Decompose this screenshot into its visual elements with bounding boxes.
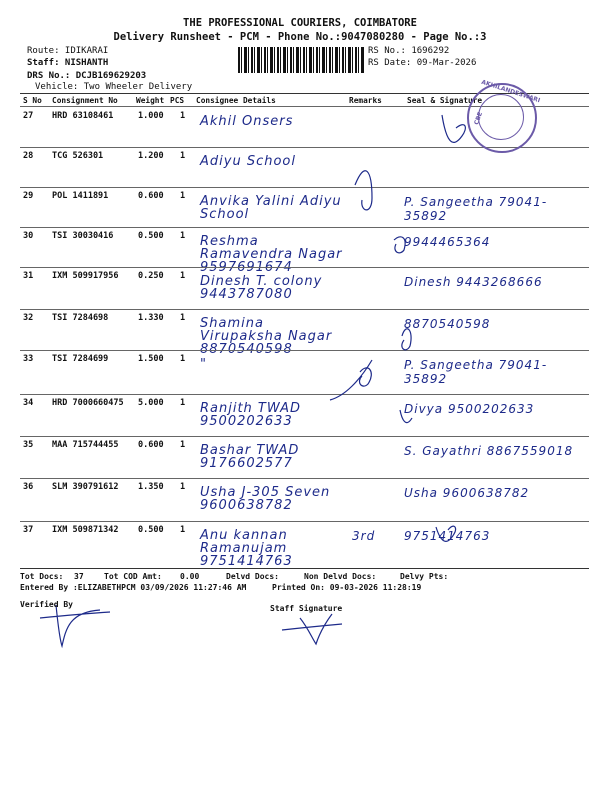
cell-sno: 35 bbox=[23, 440, 34, 450]
cell-pcs: 1 bbox=[180, 313, 186, 323]
row-divider bbox=[20, 187, 589, 188]
cell-consignee-details: Reshma Ramavendra Nagar 9597691674 bbox=[200, 234, 343, 275]
cell-sno: 30 bbox=[23, 231, 34, 241]
col-consignment: Consignment No bbox=[52, 96, 118, 105]
cell-pcs: 1 bbox=[180, 151, 186, 161]
cell-consignment: TSI 7284698 bbox=[52, 313, 109, 323]
cell-signature: Divya 9500202633 bbox=[404, 402, 535, 416]
printed-on: Printed On: 09-03-2026 11:28:19 bbox=[272, 583, 422, 592]
cell-consignment: IXM 509871342 bbox=[52, 525, 119, 535]
cell-weight: 5.000 bbox=[138, 398, 164, 408]
entered-by: Entered By :ELIZABETHPCM 03/09/2026 11:27:46 AM bbox=[20, 583, 247, 592]
cell-weight: 0.600 bbox=[138, 191, 164, 201]
cell-weight: 0.600 bbox=[138, 440, 164, 450]
staff-signature-mark bbox=[282, 614, 342, 644]
cell-sno: 37 bbox=[23, 525, 34, 535]
cell-pcs: 1 bbox=[180, 111, 186, 121]
staff-label: Staff: NISHANTH bbox=[27, 58, 109, 68]
cell-consignee-details: Anvika Yalini Adiyu School bbox=[200, 194, 342, 222]
rs-date: RS Date: 09-Mar-2026 bbox=[368, 58, 477, 68]
cell-consignee-details: Shamina Virupaksha Nagar 8870540598 bbox=[200, 316, 333, 357]
cell-signature: Dinesh 9443268666 bbox=[404, 275, 543, 289]
row-divider bbox=[20, 478, 589, 479]
cell-sno: 27 bbox=[23, 111, 34, 121]
vehicle-label: Vehicle: Two Wheeler Delivery bbox=[35, 82, 193, 92]
delvy-pts-label: Delvy Pts: bbox=[400, 572, 449, 581]
cell-consignment: MAA 715744455 bbox=[52, 440, 119, 450]
cell-consignment: IXM 509917956 bbox=[52, 271, 119, 281]
cell-pcs: 1 bbox=[180, 525, 186, 535]
col-weight: Weight bbox=[136, 96, 165, 105]
cell-signature: Usha 9600638782 bbox=[404, 486, 530, 500]
cell-consignment: TSI 30030416 bbox=[52, 231, 114, 241]
cell-pcs: 1 bbox=[180, 271, 186, 281]
cell-weight: 1.330 bbox=[138, 313, 164, 323]
cell-pcs: 1 bbox=[180, 191, 186, 201]
cell-consignee-details: Bashar TWAD 9176602577 bbox=[200, 443, 300, 471]
cell-pcs: 1 bbox=[180, 231, 186, 241]
cell-signature: P. Sangeetha 79041-35892 bbox=[404, 195, 548, 223]
delvd-docs-label: Delvd Docs: bbox=[226, 572, 279, 581]
cell-consignee-details: Ranjith TWAD 9500202633 bbox=[200, 401, 301, 429]
cell-weight: 1.200 bbox=[138, 151, 164, 161]
cell-weight: 0.500 bbox=[138, 231, 164, 241]
cell-consignee-details: " bbox=[200, 357, 207, 372]
tot-cod-label: Tot COD Amt: bbox=[104, 572, 162, 581]
cell-signature: 9751414763 bbox=[404, 529, 491, 543]
cell-weight: 1.350 bbox=[138, 482, 164, 492]
cell-sno: 34 bbox=[23, 398, 34, 408]
seal-stamp bbox=[467, 78, 541, 153]
cell-consignee-details: Usha J-305 Seven 9600638782 bbox=[200, 485, 331, 513]
cell-signature: 8870540598 bbox=[404, 317, 491, 331]
cell-weight: 0.500 bbox=[138, 525, 164, 535]
company-title: THE PROFESSIONAL COURIERS, COIMBATORE bbox=[183, 17, 417, 29]
cell-weight: 0.250 bbox=[138, 271, 164, 281]
tot-docs-value: 37 bbox=[74, 572, 84, 581]
cell-consignee-details: Akhil Onsers bbox=[200, 114, 294, 129]
runsheet-subtitle: Delivery Runsheet - PCM - Phone No.:9047080280 - Page No.:3 bbox=[113, 31, 487, 43]
stamp-text-left: CBE bbox=[473, 111, 485, 126]
col-pcs: PCS bbox=[170, 96, 185, 105]
cell-pcs: 1 bbox=[180, 440, 186, 450]
row-divider bbox=[20, 309, 589, 310]
cell-consignment: HRD 7000660475 bbox=[52, 398, 124, 408]
drs-number: DRS No.: DCJB169629203 bbox=[27, 71, 147, 81]
cell-consignment: TSI 7284699 bbox=[52, 354, 109, 364]
tot-cod-value: 0.00 bbox=[180, 572, 200, 581]
cell-sno: 33 bbox=[23, 354, 34, 364]
col-seal-signature: Seal & Signature bbox=[407, 96, 483, 105]
cell-sno: 36 bbox=[23, 482, 34, 492]
cell-consignee-details: Dinesh T. colony 9443787080 bbox=[200, 274, 323, 302]
row-divider bbox=[20, 521, 589, 522]
cell-weight: 1.500 bbox=[138, 354, 164, 364]
col-sno: S No bbox=[23, 96, 42, 105]
cell-signature: 9944465364 bbox=[404, 235, 491, 249]
cell-weight: 1.000 bbox=[138, 111, 164, 121]
rs-number: RS No.: 1696292 bbox=[368, 46, 450, 56]
barcode bbox=[238, 47, 364, 73]
cell-consignment: SLM 390791612 bbox=[52, 482, 119, 492]
cell-pcs: 1 bbox=[180, 482, 186, 492]
verifier-signature bbox=[40, 605, 110, 646]
cell-signature: P. Sangeetha 79041-35892 bbox=[404, 358, 548, 386]
cell-sno: 31 bbox=[23, 271, 34, 281]
cell-remarks: 3rd bbox=[352, 529, 376, 543]
cell-consignment: TCG 526301 bbox=[52, 151, 104, 161]
non-delvd-docs-label: Non Delvd Docs: bbox=[304, 572, 377, 581]
staff-signature-label: Staff Signature bbox=[270, 604, 343, 613]
row-divider bbox=[20, 227, 589, 228]
cell-signature: S. Gayathri 8867559018 bbox=[404, 444, 574, 458]
seal-stamp-inner bbox=[478, 94, 524, 140]
col-remarks: Remarks bbox=[349, 96, 382, 105]
cell-sno: 32 bbox=[23, 313, 34, 323]
cell-pcs: 1 bbox=[180, 398, 186, 408]
row-divider bbox=[20, 267, 589, 268]
cell-consignment: HRD 63108461 bbox=[52, 111, 114, 121]
verified-by-label: Verified By bbox=[20, 600, 73, 609]
cell-consignee-details: Adiyu School bbox=[200, 154, 296, 169]
cell-pcs: 1 bbox=[180, 354, 186, 364]
cell-sno: 28 bbox=[23, 151, 34, 161]
tot-docs-label: Tot Docs: bbox=[20, 572, 64, 581]
row-divider bbox=[20, 436, 589, 437]
col-consignee: Consignee Details bbox=[196, 96, 276, 105]
row-divider bbox=[20, 394, 589, 395]
stamp-text-top: AKHILANDESWARI bbox=[480, 78, 541, 105]
cell-consignee-details: Anu kannan Ramanujam 9751414763 bbox=[200, 528, 293, 569]
cell-sno: 29 bbox=[23, 191, 34, 201]
row-divider bbox=[20, 350, 589, 351]
route-label: Route: IDIKARAI bbox=[27, 46, 109, 56]
cell-consignment: POL 1411891 bbox=[52, 191, 109, 201]
